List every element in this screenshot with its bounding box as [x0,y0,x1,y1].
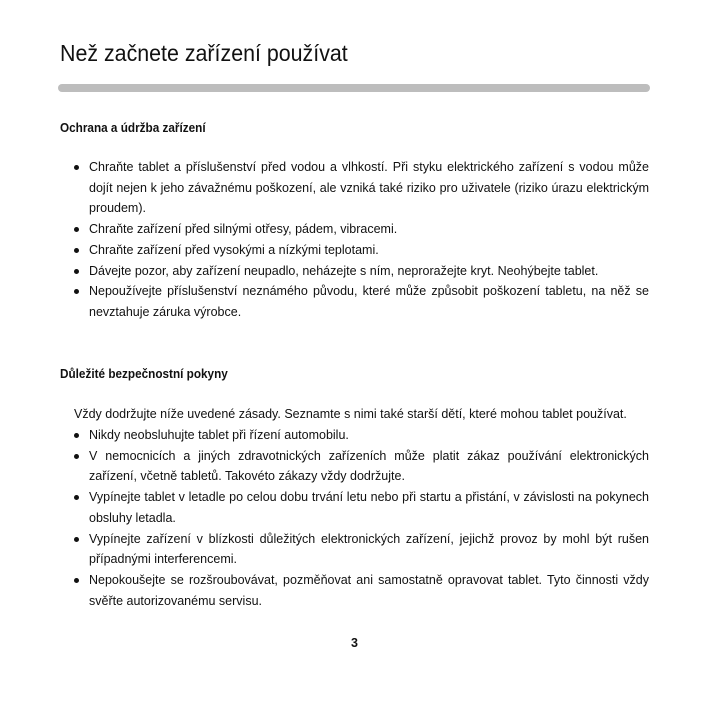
list-item-text: Chraňte zařízení před vysokými a nízkými teplotami. [89,242,379,257]
list-item [0,570,649,611]
bullet-icon [74,248,79,253]
list-item [0,281,649,322]
list-item-text: Nepokoušejte se rozšroubovávat, pozměňovat ani samostatně opravovat tablet. Tyto činnosti vždy svěřte autorizovanému servisu. [89,572,649,608]
list-item [0,261,649,282]
list-item-text: Nepoužívejte příslušenství neznámého původu, které může způsobit poškození tabletu, na něž se nevztahuje záruka výrobce. [89,284,649,319]
bullet-icon [74,454,79,459]
list-item-text: Vypínejte tablet v letadle po celou dobu trvání letu nebo při startu a přistání, v závislosti na pokynech obsluhy letadla. [89,490,649,525]
title-divider [58,84,650,92]
bullet-icon [74,537,79,542]
bullet-icon [74,165,79,170]
list-item [0,240,649,261]
bullet-icon [74,433,79,438]
list-item-text: Chraňte zařízení před silnými otřesy, pádem, vibracemi. [89,222,398,237]
list-item-text: V nemocnicích a jiných zdravotnických zařízeních může platit zákaz používání elektronických zařízení, včetně tabletů. Takovéto zákazy vždy dodržujte. [89,448,649,484]
bullet-icon [74,495,79,500]
list-item-text: Vypínejte zařízení v blízkosti důležitých elektronických zařízení, jejichž provoz by mohl být rušen případnými interferencemi. [89,531,649,567]
list-item-text: Nikdy neobsluhujte tablet při řízení automobilu. [89,428,349,442]
list-item [0,487,649,528]
page-number: 3 [351,636,358,650]
bullet-icon [74,578,79,583]
bullet-icon [74,227,79,232]
list-item-text: Chraňte tablet a příslušenství před vodou a vlhkostí. Při styku elektrického zařízení s vodou může dojít nejen k jeho závažnému poškození, ale vzniká také riziko pro uživatele (riziko úrazu elektrickým proudem). [89,160,649,216]
list-item [0,219,649,240]
page-title: Než začnete zařízení používat [60,40,348,66]
safety-intro: Vždy dodržujte níže uvedené zásady. Seznamte s nimi také starší dětí, které mohou tablet používat. [74,407,627,421]
list-item [0,425,649,446]
section-heading-care: Ochrana a údržba zařízení [60,121,206,135]
list-item [0,157,649,219]
section-heading-safety: Důležité bezpečnostní pokyny [60,367,228,381]
list-item [0,446,649,487]
bullet-icon [74,269,79,274]
list-item-text: Dávejte pozor, aby zařízení neupadlo, neházejte s ním, neproražejte kryt. Neohýbejte tablet. [89,263,599,278]
care-list [0,157,709,323]
safety-list [0,425,709,611]
bullet-icon [74,289,79,294]
list-item [0,529,649,570]
